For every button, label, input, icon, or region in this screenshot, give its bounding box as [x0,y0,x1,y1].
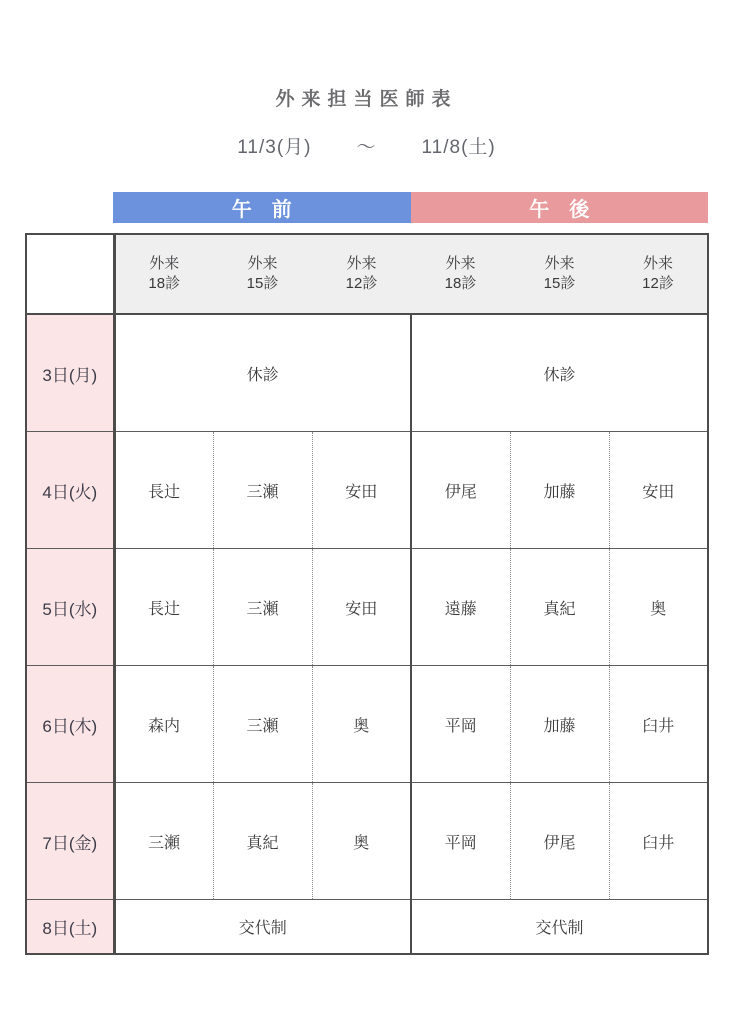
clinic-header-cell [411,234,510,314]
day-header-cell: 5日(水) [26,549,114,666]
doctor-cell: 伊尾 [411,432,510,549]
doctor-cell: 加藤 [510,666,609,783]
day-header-cell: 8日(土) [26,900,114,955]
day-header-cell: 6日(木) [26,666,114,783]
clinic-number: 15診 [246,275,279,292]
pm-merged-cell: 休診 [411,314,708,432]
day-header-cell: 3日(月) [26,314,114,432]
clinic-number: 18診 [444,275,477,292]
schedule-table-wrapper [25,233,733,955]
doctor-cell: 伊尾 [510,783,609,900]
doctor-cell: 三瀬 [213,666,312,783]
schedule-table [25,233,709,955]
clinic-number: 12診 [642,275,674,292]
date-separator: ～ [356,137,377,158]
clinic-name: 外来 [642,254,673,272]
date-start: 11/3(月) [237,137,312,158]
doctor-cell: 長辻 [114,549,213,666]
schedule-row-tue [26,432,708,549]
pm-header-bar: 午 後 [411,192,709,223]
clinic-number: 15診 [543,275,576,292]
clinic-header-cell [609,234,708,314]
am-header-bar: 午 前 [113,192,411,223]
clinic-name: 外来 [247,254,278,272]
doctor-cell: 安田 [312,549,411,666]
doctor-cell: 真紀 [510,549,609,666]
schedule-row-thu [26,666,708,783]
doctor-cell: 奥 [312,666,411,783]
clinic-name: 外来 [544,254,575,272]
doctor-cell: 真紀 [213,783,312,900]
schedule-row-wed [26,549,708,666]
pm-merged-cell: 交代制 [411,900,708,955]
clinic-number: 18診 [148,275,181,292]
schedule-row-mon [26,314,708,432]
doctor-cell: 三瀬 [213,549,312,666]
schedule-row-fri [26,783,708,900]
doctor-cell: 平岡 [411,666,510,783]
doctor-cell: 三瀬 [114,783,213,900]
day-header-cell: 4日(火) [26,432,114,549]
page-title: 外来担当医師表 [275,89,458,110]
clinic-header-cell [312,234,411,314]
doctor-cell: 森内 [114,666,213,783]
corner-cell [26,234,114,314]
doctor-cell: 奥 [312,783,411,900]
clinic-header-cell [213,234,312,314]
am-merged-cell: 休診 [114,314,411,432]
clinic-header-row [26,234,708,314]
clinic-header-cell [114,234,213,314]
doctor-cell: 臼井 [609,783,708,900]
doctor-cell: 安田 [312,432,411,549]
clinic-name: 外来 [346,254,377,272]
doctor-cell: 臼井 [609,666,708,783]
session-header-bars [113,192,708,223]
clinic-number: 12診 [345,275,378,292]
clinic-name: 外来 [149,254,180,272]
doctor-cell: 平岡 [411,783,510,900]
doctor-cell: 奥 [609,549,708,666]
am-merged-cell: 交代制 [114,900,411,955]
clinic-name: 外来 [445,254,476,272]
doctor-cell: 加藤 [510,432,609,549]
day-header-cell: 7日(金) [26,783,114,900]
clinic-header-cell [510,234,609,314]
doctor-cell: 長辻 [114,432,213,549]
doctor-cell: 安田 [609,432,708,549]
doctor-cell: 三瀬 [213,432,312,549]
doctor-cell: 遠藤 [411,549,510,666]
date-range [0,132,733,159]
schedule-row-sat [26,900,708,955]
date-end: 11/8(土) [421,137,496,158]
